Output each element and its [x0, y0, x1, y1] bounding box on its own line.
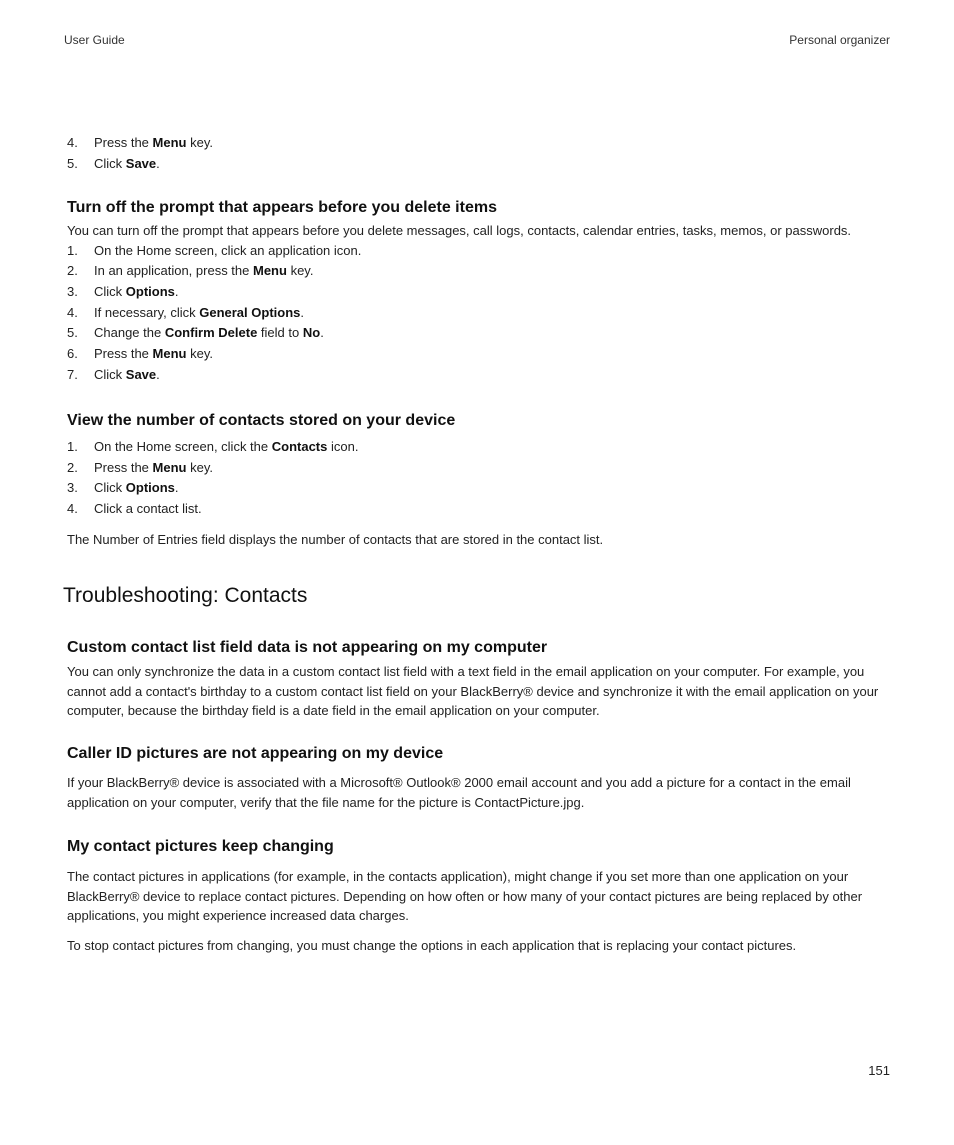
section-heading: Caller ID pictures are not appearing on my device — [67, 745, 444, 762]
list-item: 6. Press the Menu key. — [67, 346, 213, 362]
section-intro: You can turn off the prompt that appears before you delete messages, call logs, contacts, calendar entries, tasks, memos, or passwords. — [67, 223, 852, 238]
section-contact-count — [67, 410, 893, 549]
section-heading: My contact pictures keep changing — [67, 838, 334, 855]
list-item: 1. On the Home screen, click the Contacts icon. — [67, 439, 359, 454]
chapter-title: Troubleshooting: Contacts — [63, 584, 308, 607]
section-body: The contact pictures in applications (for example, in the contacts application), might change if you set more than one application on your BlackBerry® device to replace contact pictures. Depending on how often or how many of your contact pictures are being replaced by other applications, you might experience increased data charges. — [67, 869, 863, 923]
continued-steps — [67, 133, 893, 174]
section-body: If your BlackBerry® device is associated with a Microsoft® Outlook® 2000 email account and you add a picture for a contact in the email application on your computer, verify that the file name for the picture is ContactPicture.jpg. — [67, 775, 851, 810]
running-header-left: User Guide — [64, 33, 125, 47]
list-item: 3. Click Options. — [67, 480, 179, 496]
list-item: 1. On the Home screen, click an application icon. — [67, 242, 362, 258]
list-item: 3. Click Options. — [67, 283, 179, 299]
list-item: 4. Press the Menu key. — [67, 135, 213, 150]
section-custom-field — [67, 637, 893, 721]
section-note: The Number of Entries field displays the number of contacts that are stored in the contact list. — [67, 531, 604, 547]
list-item: 5. Change the Confirm Delete field to No. — [67, 325, 324, 341]
list-item: 7. Click Save. — [67, 366, 160, 382]
section-pictures-changing — [67, 836, 893, 955]
list-item: 4. If necessary, click General Options. — [67, 304, 304, 320]
section-delete-prompt — [67, 197, 893, 385]
list-item: 4. Click a contact list. — [67, 501, 202, 517]
section-heading: Turn off the prompt that appears before you delete items — [67, 199, 497, 216]
page-number: 151 — [868, 1063, 890, 1078]
section-caller-id — [67, 743, 893, 812]
section-body: You can only synchronize the data in a custom contact list field with a text field in the email application on your computer. For example, you cannot add a contact's birthday to a custom contact list field on your BlackBerry® device and synchronize it with the email application on your computer, because the birthday field is a date field in the email application on your computer. — [67, 664, 879, 718]
chapter-title-block — [63, 582, 889, 610]
running-header-right: Personal organizer — [789, 33, 890, 47]
section-heading: View the number of contacts stored on your device — [67, 412, 456, 429]
list-item: 2. Press the Menu key. — [67, 459, 213, 475]
list-item: 5. Click Save. — [67, 155, 160, 171]
section-body: To stop contact pictures from changing, you must change the options in each application that is replacing your contact pictures. — [67, 937, 797, 953]
section-heading: Custom contact list field data is not appearing on my computer — [67, 639, 548, 656]
list-item: 2. In an application, press the Menu key. — [67, 263, 314, 279]
